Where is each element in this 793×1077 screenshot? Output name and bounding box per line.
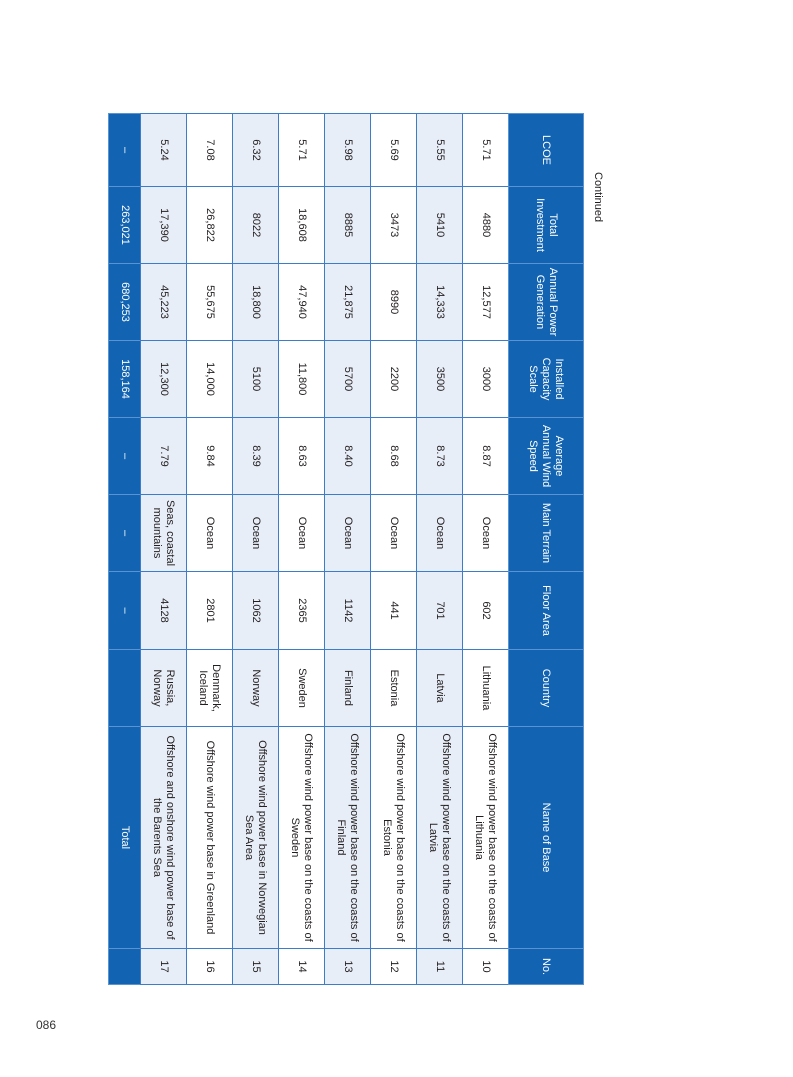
table-cell: 11,800: [279, 341, 325, 418]
table-container: [121, 113, 584, 984]
table-cell: 8.40: [325, 418, 371, 495]
table-cell: 47,940: [279, 264, 325, 341]
table-row: [463, 114, 509, 985]
table-cell: 3500: [417, 341, 463, 418]
continued-label-wrap: [590, 112, 604, 223]
table-cell: Ocean: [325, 495, 371, 572]
table-cell: 8.87: [463, 418, 509, 495]
table-cell: Ocean: [371, 495, 417, 572]
table-cell: 1142: [325, 572, 371, 650]
table-cell: Offshore wind power base in Norwegian Sea Area: [233, 727, 279, 949]
table-cell: 4880: [463, 187, 509, 264]
table-cell: 4128: [141, 572, 187, 650]
table-cell: Seas, coastal mountains: [141, 495, 187, 572]
table-cell: 12: [371, 949, 417, 985]
table-row: [417, 114, 463, 985]
table-cell: 5700: [325, 341, 371, 418]
header-lcoe: LCOE: [509, 114, 584, 187]
table-cell: 10: [463, 949, 509, 985]
header-country: Country: [509, 650, 584, 727]
header-total-investment: Total Investment: [509, 187, 584, 264]
table-cell: Ocean: [463, 495, 509, 572]
header-floor-area: Floor Area: [509, 572, 584, 650]
table-cell: Offshore and onshore wind power base of the Barents Sea: [141, 727, 187, 949]
table-cell: 7.08: [187, 114, 233, 187]
table-cell: Ocean: [233, 495, 279, 572]
table-cell: Offshore wind power base on the coasts of Sweden: [279, 727, 325, 949]
continued-label: Continued: [592, 172, 604, 223]
table-row: [187, 114, 233, 985]
table-cell: 8885: [325, 187, 371, 264]
table-cell: Offshore wind power base in Greenland: [187, 727, 233, 949]
table-total-row: [109, 114, 141, 985]
table-cell: 5100: [233, 341, 279, 418]
table-cell: 14: [279, 949, 325, 985]
table-cell: 602: [463, 572, 509, 650]
table-cell: 2801: [187, 572, 233, 650]
table-cell: 18,800: [233, 264, 279, 341]
table-cell: Ocean: [279, 495, 325, 572]
table-cell: Offshore wind power base on the coasts of Estonia: [371, 727, 417, 949]
table-cell: 5.69: [371, 114, 417, 187]
header-average-annual-wind-speed: Average Annual Wind Speed: [509, 418, 584, 495]
table-cell: Latvia: [417, 650, 463, 727]
table-cell: Sweden: [279, 650, 325, 727]
table-cell: 5.98: [325, 114, 371, 187]
total-cell: [109, 650, 141, 727]
table-cell: Offshore wind power base on the coasts of Finland: [325, 727, 371, 949]
table-cell: Norway: [233, 650, 279, 727]
total-cell: –: [109, 495, 141, 572]
table-cell: 8.39: [233, 418, 279, 495]
table-cell: 2365: [279, 572, 325, 650]
table-cell: 5.71: [463, 114, 509, 187]
table-cell: 11: [417, 949, 463, 985]
table-cell: 14,333: [417, 264, 463, 341]
header-no: No.: [509, 949, 584, 985]
table-cell: 9.84: [187, 418, 233, 495]
table-cell: 13: [325, 949, 371, 985]
table-cell: 26,822: [187, 187, 233, 264]
table-cell: 5.71: [279, 114, 325, 187]
header-main-terrain: Main Terrain: [509, 495, 584, 572]
table-cell: Denmark, Iceland: [187, 650, 233, 727]
table-row: [141, 114, 187, 985]
table-cell: 16: [187, 949, 233, 985]
table-cell: 21,875: [325, 264, 371, 341]
table-header-row: [509, 114, 584, 985]
total-cell: [109, 949, 141, 985]
table-cell: 15: [233, 949, 279, 985]
table-cell: Offshore wind power base on the coasts of Lithuania: [463, 727, 509, 949]
table-cell: 3000: [463, 341, 509, 418]
table-cell: 5410: [417, 187, 463, 264]
table-cell: 12,577: [463, 264, 509, 341]
table-cell: Ocean: [187, 495, 233, 572]
table-cell: 441: [371, 572, 417, 650]
table-row: [325, 114, 371, 985]
table-cell: Ocean: [417, 495, 463, 572]
table-cell: 18,608: [279, 187, 325, 264]
table-cell: 17,390: [141, 187, 187, 264]
table-cell: 8022: [233, 187, 279, 264]
table-cell: 8.63: [279, 418, 325, 495]
table-cell: Lithuania: [463, 650, 509, 727]
table-cell: 45,223: [141, 264, 187, 341]
table-cell: 14,000: [187, 341, 233, 418]
table-cell: 8.73: [417, 418, 463, 495]
table-cell: 8.68: [371, 418, 417, 495]
table-cell: 5.55: [417, 114, 463, 187]
total-label: Total: [109, 727, 141, 949]
page-number: 086: [36, 1018, 57, 1032]
table-row: [279, 114, 325, 985]
total-cell: –: [109, 114, 141, 187]
table-cell: 1062: [233, 572, 279, 650]
table-row: [233, 114, 279, 985]
table-cell: 5.24: [141, 114, 187, 187]
total-cell: 680,253: [109, 264, 141, 341]
total-cell: 158,164: [109, 341, 141, 418]
table-row: [371, 114, 417, 985]
wind-power-table: [108, 113, 584, 985]
table-cell: 701: [417, 572, 463, 650]
table-cell: 55,675: [187, 264, 233, 341]
table-cell: 12,300: [141, 341, 187, 418]
table-cell: 7.79: [141, 418, 187, 495]
header-name-of-base: Name of Base: [509, 727, 584, 949]
table-cell: 2200: [371, 341, 417, 418]
table-cell: Finland: [325, 650, 371, 727]
total-cell: –: [109, 418, 141, 495]
total-cell: –: [109, 572, 141, 650]
header-annual-power-generation: Annual Power Generation: [509, 264, 584, 341]
table-cell: 8990: [371, 264, 417, 341]
total-cell: 263,021: [109, 187, 141, 264]
header-installed-capacity-scale: Installed Capacity Scale: [509, 341, 584, 418]
table-cell: 17: [141, 949, 187, 985]
table-cell: Estonia: [371, 650, 417, 727]
table-cell: 3473: [371, 187, 417, 264]
table-cell: Russia, Norway: [141, 650, 187, 727]
table-cell: 6.32: [233, 114, 279, 187]
table-cell: Offshore wind power base on the coasts of Latvia: [417, 727, 463, 949]
